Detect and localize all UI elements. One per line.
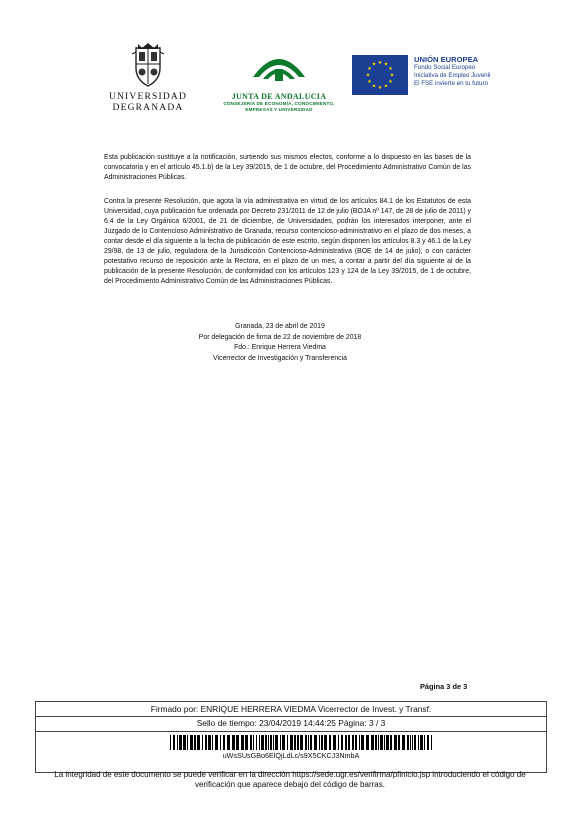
svg-text:★: ★ (365, 72, 371, 79)
signer-name: Fdo.: Enrique Herrera Viedma (234, 344, 326, 351)
svg-text:★: ★ (377, 85, 383, 91)
eu-line1: Fondo Social Europeo (414, 64, 476, 71)
appeal-paragraph: Contra la presente Resolución, que agota la vía administrativa en virtud de los artículos 84.1 de los Estatutos de esta Universidad, cuya publicación fue ordenada por Decreto 231/2011 de 12 de julio (BOJA nº 147, de 28 de julio de 2011) y 6.4 de la Ley Orgánica 6/2001, de 21 de diciembre, de Universidades, podrán los interesados interponer, ante el Juzgado de lo Contencioso Administrativo de Granada, recurso contencioso-administrativo en el plazo de dos meses, a contar desde el día siguiente a la fecha de publicación de este escrito, según disponen los artículos 8.3 y 46.1 de la Ley 29/98, de 13 de julio, reguladora de la Jurisdicción Contencioso-Administrativa (BOE de 14 de julio); o con carácter potestativo recurso de reposición ante la Rectora, en el plazo de un mes, a contar a partir del día siguiente al de la publicación de la presente Resolución, de conformidad con los artículos 123 y 124 de la Ley 39/2015, de 1 de octubre, del Procedimiento Administrativo Común de las Administraciones Públicas. (104, 198, 471, 285)
publication-paragraph: Esta publicación sustituye a la notificación, surtiendo sus mismos efectos, conforme a lo dispuesto en las bases de la convocatoria y en el artículo 45.1.b) de la Ley 39/2015, de 1 de octubre, del Procedimiento Administrativo Común de las Administraciones Públicas. (104, 154, 471, 181)
svg-text:★: ★ (367, 66, 372, 72)
eu-line3: El FSE invierte en tu futuro (414, 80, 488, 87)
university-crest-icon (128, 42, 168, 88)
svg-text:★: ★ (371, 61, 377, 68)
svg-text:★: ★ (383, 83, 389, 90)
junta-andalucia-logo (222, 47, 336, 112)
svg-text:★: ★ (371, 83, 377, 90)
svg-text:★: ★ (388, 79, 393, 85)
eu-title: UNIÓN EUROPEA (414, 55, 479, 64)
junta-title: JUNTA DE ANDALUCIA (231, 92, 327, 101)
signature-block (150, 322, 410, 364)
timestamp: Sello de tiempo: 23/04/2019 14:44:25 Página: 3 / 3 (196, 718, 386, 728)
junta-subtitle-1: CONSEJERÍA DE ECONOMÍA, CONOCIMIENTO, (223, 101, 335, 106)
eu-logo (352, 55, 512, 95)
junta-emblem-icon (249, 47, 309, 85)
svg-text:★: ★ (367, 79, 372, 85)
eu-line2: Iniciativa de Empleo Juvenil (414, 72, 491, 79)
svg-text:★: ★ (389, 72, 395, 79)
signed-by: Firmado por: ENRIQUE HERRERA VIEDMA Vicerrector de Invest. y Transf. (150, 704, 432, 714)
signer-role: Vicerrector de Investigación y Transferencia (213, 354, 347, 362)
svg-text:★: ★ (383, 61, 389, 68)
university-name-line1: UNIVERSIDAD (108, 92, 188, 102)
svg-text:★: ★ (377, 60, 383, 66)
delegation-note: Por delegación de firma de 22 de noviembre de 2018 (198, 333, 362, 341)
university-name-line2: DEGRANADA (112, 103, 184, 113)
svg-text:★: ★ (388, 66, 393, 72)
place-date: Granada, 23 de abril de 2019 (235, 323, 325, 330)
page-number: Página 3 de 3 (420, 682, 468, 691)
signature-footer (35, 701, 547, 773)
barcode-icon (170, 735, 432, 750)
eu-flag-icon (352, 55, 408, 95)
junta-subtitle-2: EMPRESAS Y UNIVERSIDAD (245, 106, 313, 112)
verification-code: uWsSUsGBo6ElQjLdLc/s9X5CKCJ3NmbA (222, 751, 360, 760)
verification-note: La integridad de este documento se puede verificar en la dirección https://sede.ugr.es/verifirma/pfinicio.jsp introduciendo el código de verificación que aparece debajo del código de barras. (54, 770, 526, 789)
university-logo (107, 42, 189, 113)
